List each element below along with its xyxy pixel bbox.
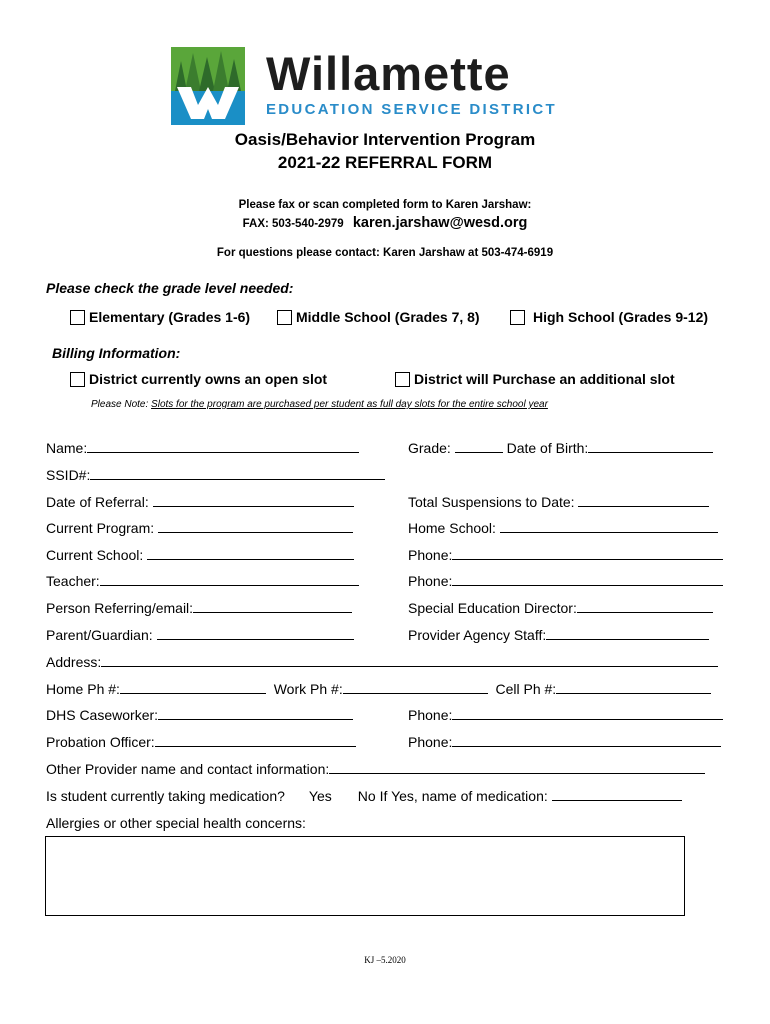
ssid-field[interactable] [46, 467, 385, 483]
phone-field-1[interactable] [408, 547, 723, 563]
field-line[interactable] [90, 467, 385, 480]
dhs-caseworker-field[interactable] [46, 707, 353, 723]
grade-option-label: Elementary (Grades 1-6) [89, 309, 251, 325]
field-label: Other Provider name and contact information: [46, 761, 330, 777]
current-program-field[interactable] [46, 520, 353, 536]
grade-option-elementary[interactable] [70, 309, 250, 325]
checkbox[interactable] [70, 372, 85, 387]
field-label: Work Ph #: [273, 681, 343, 697]
field-label: Grade: [408, 440, 451, 456]
field-line[interactable] [155, 734, 356, 747]
email-address: karen.jarshaw@wesd.org [352, 215, 528, 231]
billing-option-label: District currently owns an open slot [89, 371, 328, 387]
field-label: If Yes, name of medication: [379, 788, 548, 804]
checkbox[interactable] [510, 310, 525, 325]
address-field[interactable] [46, 654, 718, 670]
field-line[interactable] [452, 547, 723, 560]
field-line[interactable] [578, 494, 709, 507]
wesd-logo-mark [171, 47, 245, 125]
other-provider-field[interactable] [46, 761, 705, 777]
contact-line [0, 215, 770, 231]
grade-option-label: High School (Grades 9-12) [533, 309, 709, 325]
field-line[interactable] [157, 627, 354, 640]
field-label: Total Suspensions to Date: [408, 494, 575, 510]
field-label: Current School: [46, 547, 144, 563]
phone-field-2[interactable] [408, 573, 723, 589]
questions-contact: For questions please contact: Karen Jarshaw at 503-474-6919 [216, 247, 554, 259]
parent-guardian-field[interactable] [46, 627, 354, 643]
form-subtitle: 2021-22 REFERRAL FORM [277, 153, 493, 172]
sped-director-field[interactable] [408, 600, 713, 616]
billing-heading: Billing Information: [52, 345, 181, 361]
phone-field-3[interactable] [408, 707, 723, 723]
allergies-textarea[interactable] [45, 836, 685, 916]
probation-officer-field[interactable] [46, 734, 356, 750]
note-text: Slots for the program are purchased per student as full day slots for the entire school year [151, 399, 548, 410]
field-line[interactable] [588, 440, 713, 453]
field-line[interactable] [452, 707, 723, 720]
field-line[interactable] [452, 734, 721, 747]
field-label: Cell Ph #: [495, 681, 557, 697]
field-line[interactable] [87, 440, 359, 453]
grade-option-high[interactable] [510, 309, 708, 325]
field-label: Special Education Director: [408, 600, 577, 616]
field-line[interactable] [552, 788, 682, 801]
grade-option-middle[interactable] [277, 309, 480, 325]
current-school-field[interactable] [46, 547, 354, 563]
field-line[interactable] [455, 440, 503, 453]
field-line[interactable] [120, 681, 266, 694]
billing-option-purchase[interactable] [395, 371, 675, 387]
field-line[interactable] [100, 573, 359, 586]
field-line[interactable] [452, 573, 723, 586]
teacher-field[interactable] [46, 573, 359, 589]
allergies-label [46, 815, 306, 831]
field-label: Address: [46, 654, 102, 670]
checkbox[interactable] [70, 310, 85, 325]
medication-field[interactable] [46, 788, 682, 804]
field-label: Phone: [408, 734, 453, 750]
grade-heading: Please check the grade level needed: [46, 280, 294, 296]
field-label: Is student currently taking medication? [46, 788, 285, 804]
field-label: Allergies or other special health concerns: [46, 815, 306, 831]
field-label: Phone: [408, 547, 453, 563]
billing-option-owns[interactable] [70, 371, 327, 387]
field-line[interactable] [556, 681, 711, 694]
field-label: Phone: [408, 573, 453, 589]
provider-staff-field[interactable] [408, 627, 709, 643]
field-label: Date of Referral: [46, 494, 149, 510]
field-label: Provider Agency Staff: [408, 627, 547, 643]
field-line[interactable] [500, 520, 718, 533]
field-label: Parent/Guardian: [46, 627, 153, 643]
field-label: Date of Birth: [506, 440, 589, 456]
checkbox[interactable] [277, 310, 292, 325]
checkbox[interactable] [395, 372, 410, 387]
field-line[interactable] [546, 627, 709, 640]
field-line[interactable] [193, 600, 352, 613]
field-line[interactable] [577, 600, 713, 613]
logo-subtitle: EDUCATION SERVICE DISTRICT [266, 101, 557, 118]
field-label: SSID#: [46, 467, 91, 483]
fax-number: FAX: 503-540-2979 [242, 218, 344, 230]
name-field[interactable] [46, 440, 359, 456]
field-line[interactable] [329, 761, 705, 774]
field-label: DHS Caseworker: [46, 707, 159, 723]
total-suspensions-field[interactable] [408, 494, 709, 510]
fax-instructions: Please fax or scan completed form to Karen Jarshaw: [238, 199, 532, 211]
field-label: Home Ph #: [46, 681, 120, 697]
field-label: Home School: [408, 520, 496, 536]
form-title: Oasis/Behavior Intervention Program [234, 130, 536, 149]
field-label: Name: [46, 440, 88, 456]
phone-field-4[interactable] [408, 734, 721, 750]
no-option[interactable]: No [357, 788, 376, 804]
field-line[interactable] [153, 494, 354, 507]
field-label: Teacher: [46, 573, 100, 589]
note-prefix: Please Note: [91, 399, 152, 410]
field-label: Person Referring/email: [46, 600, 194, 616]
field-label: Probation Officer: [46, 734, 155, 750]
field-label: Phone: [408, 707, 453, 723]
grade-dob-field[interactable] [408, 440, 713, 456]
field-line[interactable] [101, 654, 718, 667]
grade-option-label: Middle School (Grades 7, 8) [296, 309, 480, 325]
home-school-field[interactable] [408, 520, 718, 536]
field-label: Current Program: [46, 520, 155, 536]
phones-row[interactable] [46, 681, 711, 697]
yes-option[interactable]: Yes [308, 788, 332, 804]
person-referring-field[interactable] [46, 600, 352, 616]
field-line[interactable] [147, 547, 354, 560]
field-line[interactable] [158, 520, 353, 533]
field-line[interactable] [158, 707, 353, 720]
field-line[interactable] [343, 681, 488, 694]
logo-wordmark: Willamette [266, 47, 511, 100]
billing-option-label: District will Purchase an additional slot [414, 371, 675, 387]
date-referral-field[interactable] [46, 494, 354, 510]
footer-code: KJ –5.2020 [364, 955, 406, 965]
billing-note [91, 399, 548, 410]
